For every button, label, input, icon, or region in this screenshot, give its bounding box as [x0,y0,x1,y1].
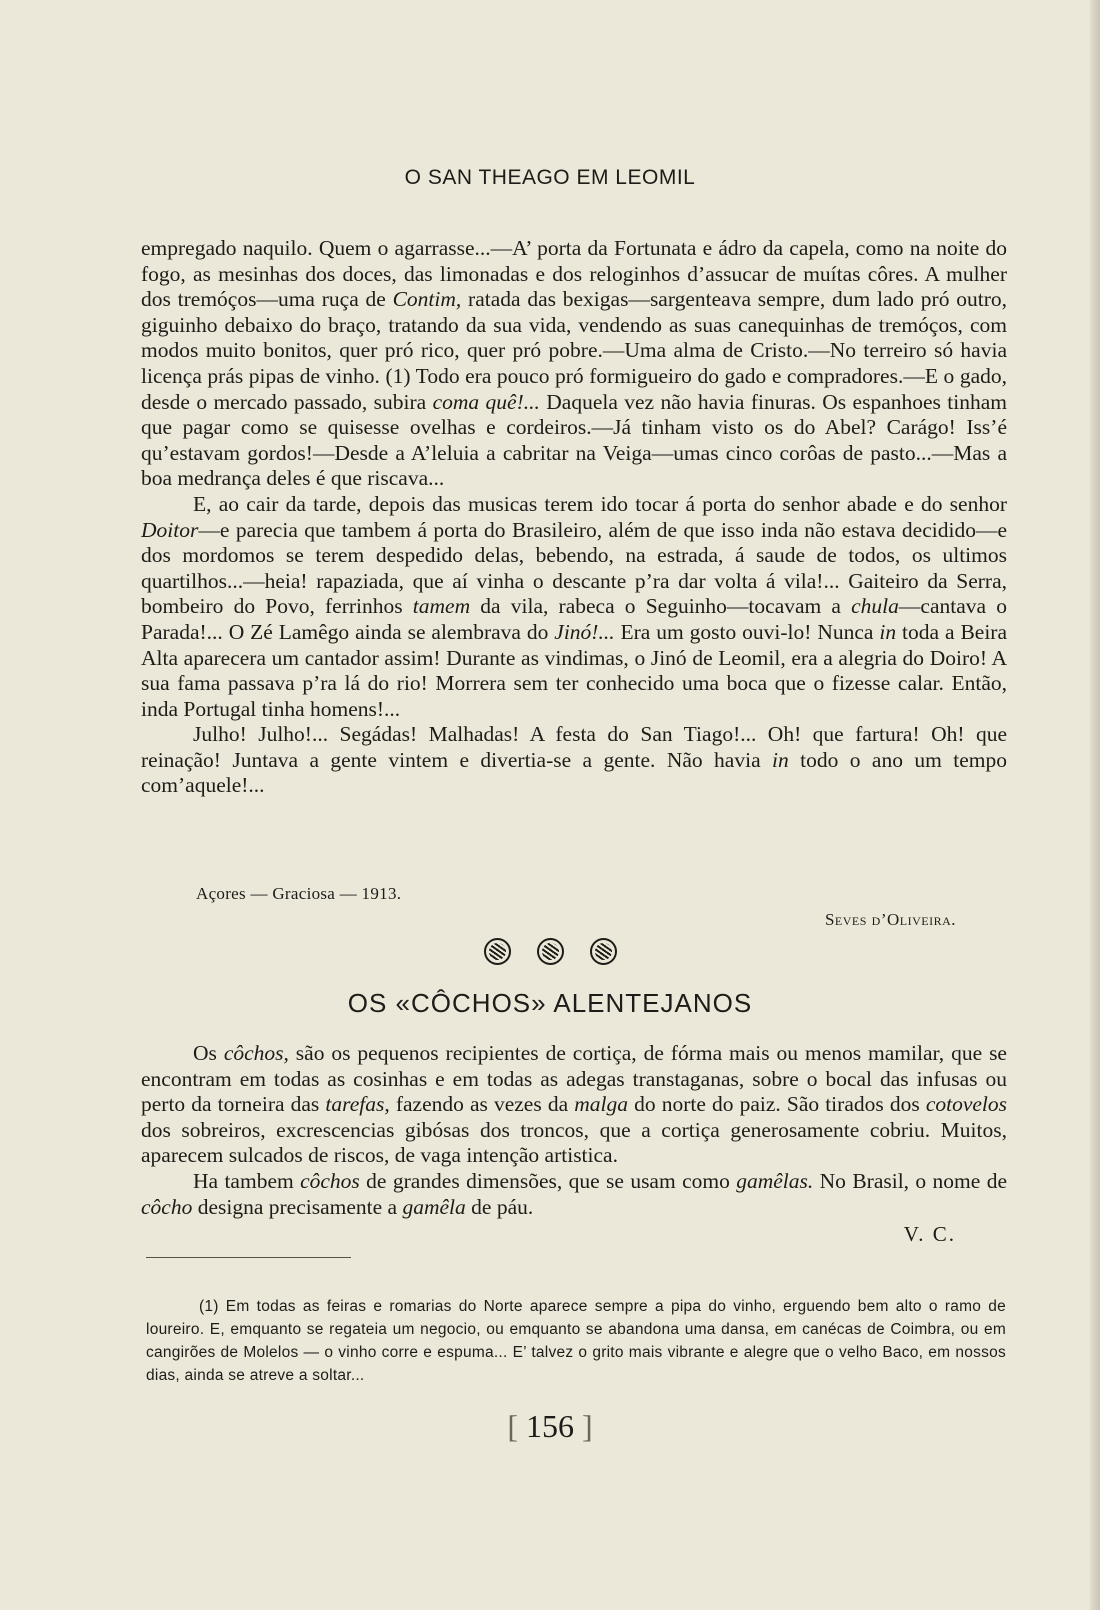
italic-text: chula [851,594,899,619]
italic-text: côchos [300,1168,360,1193]
italic-text: in [879,619,897,644]
text-run: da vila, rabeca o Seguinho—tocavam a [470,594,852,619]
italic-text: coma quê!... [432,389,540,414]
paragraph [141,722,1007,799]
italic-text: tarefas, [325,1092,390,1117]
text-run: Julho! Julho!... Segádas! Malhadas! A festa do San Tiago!... Oh! que fartura! Oh! que reinação! Juntava a gente vintem e divertia-se a gente. Não havia [141,722,1007,772]
initials-signature: V. C. [903,1222,956,1246]
italic-text: côchos, [223,1041,289,1065]
text-run: de páu. [465,1194,534,1219]
text-run: todo o ano um tempo com’aquele!... [141,747,1007,798]
section-title: OS «CÔCHOS» ALENTEJANOS [347,988,753,1018]
text-run: E, ao cair da tarde, depois das musicas terem ido tocar á porta do senhor abade e do senhor [193,491,1007,516]
text-run: Os [193,1041,224,1065]
italic-text: Doitor [141,517,199,542]
italic-text: côcho [141,1194,193,1219]
text-run: designa precisamente a [192,1194,403,1219]
italic-text: tamem [412,594,471,619]
ornament-icon [590,938,617,965]
text-run: Ha tambem [193,1168,301,1193]
text-run: do norte do paiz. São tirados dos [627,1092,926,1117]
article-body [141,1041,1007,1220]
running-head: O SAN THEAGO EM LEOMIL [404,166,696,189]
text-run: toda a Beira Alta aparecera um cantador assim! Durante as vindimas, o Jinó de Leomil, era a alegria do Doiro! A sua fama passava p’ra lá do rio! Morrera sem ter conhecido uma boca que o fizesse calar. Então, inda Portugal tinha homens!... [141,619,1008,721]
footnote-rule [146,1257,351,1258]
page-edge [1090,0,1100,1610]
article-body [141,236,1007,799]
ornament-icon [484,938,511,965]
text-run: são os pequenos recipientes de cortiça, de fórma mais ou menos mamilar, que se encontram em todas as cosinhas e em todas as adegas transtaganas, sobre o bocal das infusas ou perto da torneira das [141,1041,1007,1117]
place-date: Açores — Graciosa — 1913. [196,884,402,903]
page-number-value: 156 [526,1408,574,1444]
text-run: Era um gosto ouvi-lo! Nunca [614,619,880,644]
footnote [146,1295,1006,1387]
italic-text: cotovelos [925,1092,1008,1117]
italic-text: Contim, [392,287,462,312]
paragraph [141,1041,1007,1169]
bracket-open: [ [507,1408,518,1444]
text-run: No Brasil, o nome de [813,1168,1007,1193]
italic-text: in [772,747,789,772]
page-number [0,1408,1100,1445]
text-run: dos sobreiros, excrescencias gibósas dos troncos, que a cortiça generosamente cobriu. Muitos, aparecem sulcados de riscos, de vaga intenção artistica. [141,1117,1007,1168]
text-run: ratada das bexigas—sargenteava sempre, dum lado pró outro, giguinho debaixo do braço, tratando da sua vida, vendendo as suas canequinhas de tremóços, com modos muito bonitos, quer pró rico, quer pró pobre.—Uma alma de Cristo.—No terreiro só havia licença prás pipas de vinho. (1) Todo era pouco pró formigueiro do gado e compradores.—E o gado, desde o mercado passado, subira [141,287,1007,414]
ornament-icon [537,938,564,965]
paragraph [141,492,1007,722]
text-run: de grandes dimensões, que se usam como [359,1168,737,1193]
italic-text: Jinó!... [554,619,615,644]
paragraph [141,1169,1007,1220]
italic-text: gamêlas. [736,1168,814,1193]
paragraph [141,236,1007,492]
text-run: empregado naquilo. Quem o agarrasse...—A’ porta da Fortunata e ádro da capela, como na noite do fogo, as mesinhas dos doces, das limonadas e dos reloginhos d’assucar de muítas côres. A mulher dos tremóços—uma ruça de [141,236,1007,312]
footnote-text: (1) Em todas as feiras e romarias do Norte aparece sempre a pipa do vinho, erguendo bem alto o ramo de loureiro. E, emquanto se regateia um negocio, ou emquanto se abandona uma dansa, em canécas de Coimbra, ou em cangirões de Molelos — o vinho corre e espuma... E’ talvez o grito mais vibrante e alegre que o velho Baco, em nossos dias, ainda se atreve a soltar... [146,1298,1006,1384]
text-run: —e parecia que tambem á porta do Brasileiro, além de que isso inda não estava decidido—e dos mordomos se terem despedido delas, bebendo, na estrada, á saude de todos, os ultimos quartilhos...—heia! rapaziada, que aí vinha o descante p’ra dar volta á vila!... Gaiteiro da Serra, bombeiro do Povo, ferrinhos [141,517,1007,619]
text-run: —cantava o Parada!... O Zé Lamêgo ainda se alembrava do [141,594,1007,644]
ornament-row [0,938,1100,965]
text-run: Daquela vez não havia finuras. Os espanhoes tinham que pagar como se quisesse ovelhas e cordeiros.—Já tinham visto os do Abel? Carágo! Iss’é qu’estavam gordos!—Desde a A’leluia a cabritar na Veiga—umas cinco corôas de pasto...—Mas a boa medrança deles é que riscava... [141,389,1007,491]
bracket-close: ] [582,1408,593,1444]
text-run: fazendo as vezes da [389,1092,575,1117]
italic-text: malga [574,1092,628,1117]
italic-text: gamêla [402,1194,466,1219]
author-signature: Seves d’Oliveira. [824,910,956,929]
